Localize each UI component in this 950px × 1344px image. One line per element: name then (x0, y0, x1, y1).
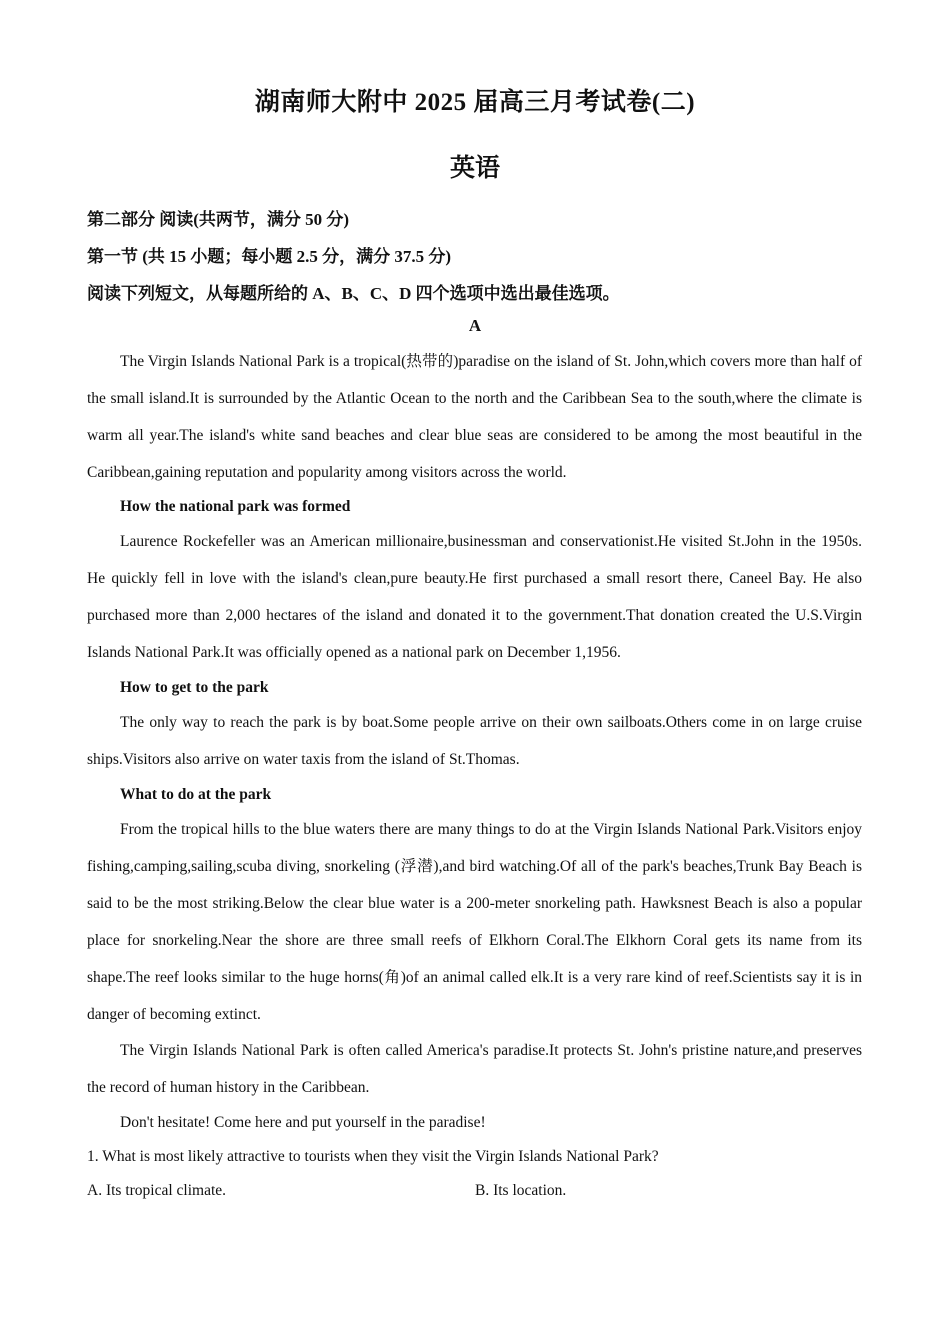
part-heading: 第二部分 阅读(共两节，满分 50 分) (87, 210, 350, 229)
question-1-option-b: B. Its location. (475, 1182, 567, 1199)
section-heading: 第一节 (共 15 小题；每小题 2.5 分，满分 37.5 分) (87, 247, 452, 266)
paragraph-2: Laurence Rockefeller was an American millionaire,businessman and conservationist.He visited St.John in the 1950s. He quickly fell in love with the island's clean,pure beauty.He first purchased a small resort there, Caneel Bay. He also purchased more than 2,000 hectares of the island and donated it to the government.That donation created the U.S.Virgin Islands National Park.It was officially opened as a national park on December 1,1956. (87, 533, 862, 661)
instruction-text: 阅读下列短文，从每题所给的 A、B、C、D 四个选项中选出最佳选项。 (87, 284, 620, 303)
exam-title: 湖南师大附中 2025 届高三月考试卷(二) (254, 89, 696, 116)
paragraph-5: The Virgin Islands National Park is often called America's paradise.It protects St. John's pristine nature,and preserves the record of human history in the Caribbean. (87, 1042, 862, 1096)
question-1-stem: 1. What is most likely attractive to tourists when they visit the Virgin Islands National Park? (87, 1148, 659, 1165)
question-1-option-a: A. Its tropical climate. (87, 1182, 227, 1199)
subheading-formed: How the national park was formed (120, 498, 351, 515)
paragraph-1: The Virgin Islands National Park is a tropical(热带的)paradise on the island of St. John,which covers more than half of the small island.It is surrounded by the Atlantic Ocean to the north and the Caribbean Sea to the south,where the climate is warm all year.The island's white sand beaches and clear blue seas are considered to be among the most beautiful in the Caribbean,gaining reputation and popularity among visitors across the world. (87, 353, 862, 481)
paragraph-6: Don't hesitate! Come here and put yourself in the paradise! (120, 1114, 486, 1131)
subheading-get-to: How to get to the park (120, 679, 269, 696)
subheading-what-to-do: What to do at the park (120, 786, 272, 803)
passage-label: A (468, 316, 482, 335)
paragraph-4: From the tropical hills to the blue waters there are many things to do at the Virgin Islands National Park.Visitors enjoy fishing,camping,sailing,scuba diving, snorkeling (浮潜),and bird watching.Of all of the park's beaches,Trunk Bay Beach is said to be the most striking.Below the clear blue water is a 200-meter snorkeling path. Hawksnest Beach is also a popular place for snorkeling.Near the shore are three small reefs of Elkhorn Coral.The Elkhorn Coral gets its name from its shape.The reef looks similar to the huge horns(角)of an animal called elk.It is a very rare kind of reef.Scientists say it is in danger of becoming extinct. (87, 821, 862, 1023)
subject-title: 英语 (449, 155, 500, 182)
paragraph-3: The only way to reach the park is by boat.Some people arrive on their own sailboats.Others come in on large cruise ships.Visitors also arrive on water taxis from the island of St.Thomas. (87, 714, 862, 768)
